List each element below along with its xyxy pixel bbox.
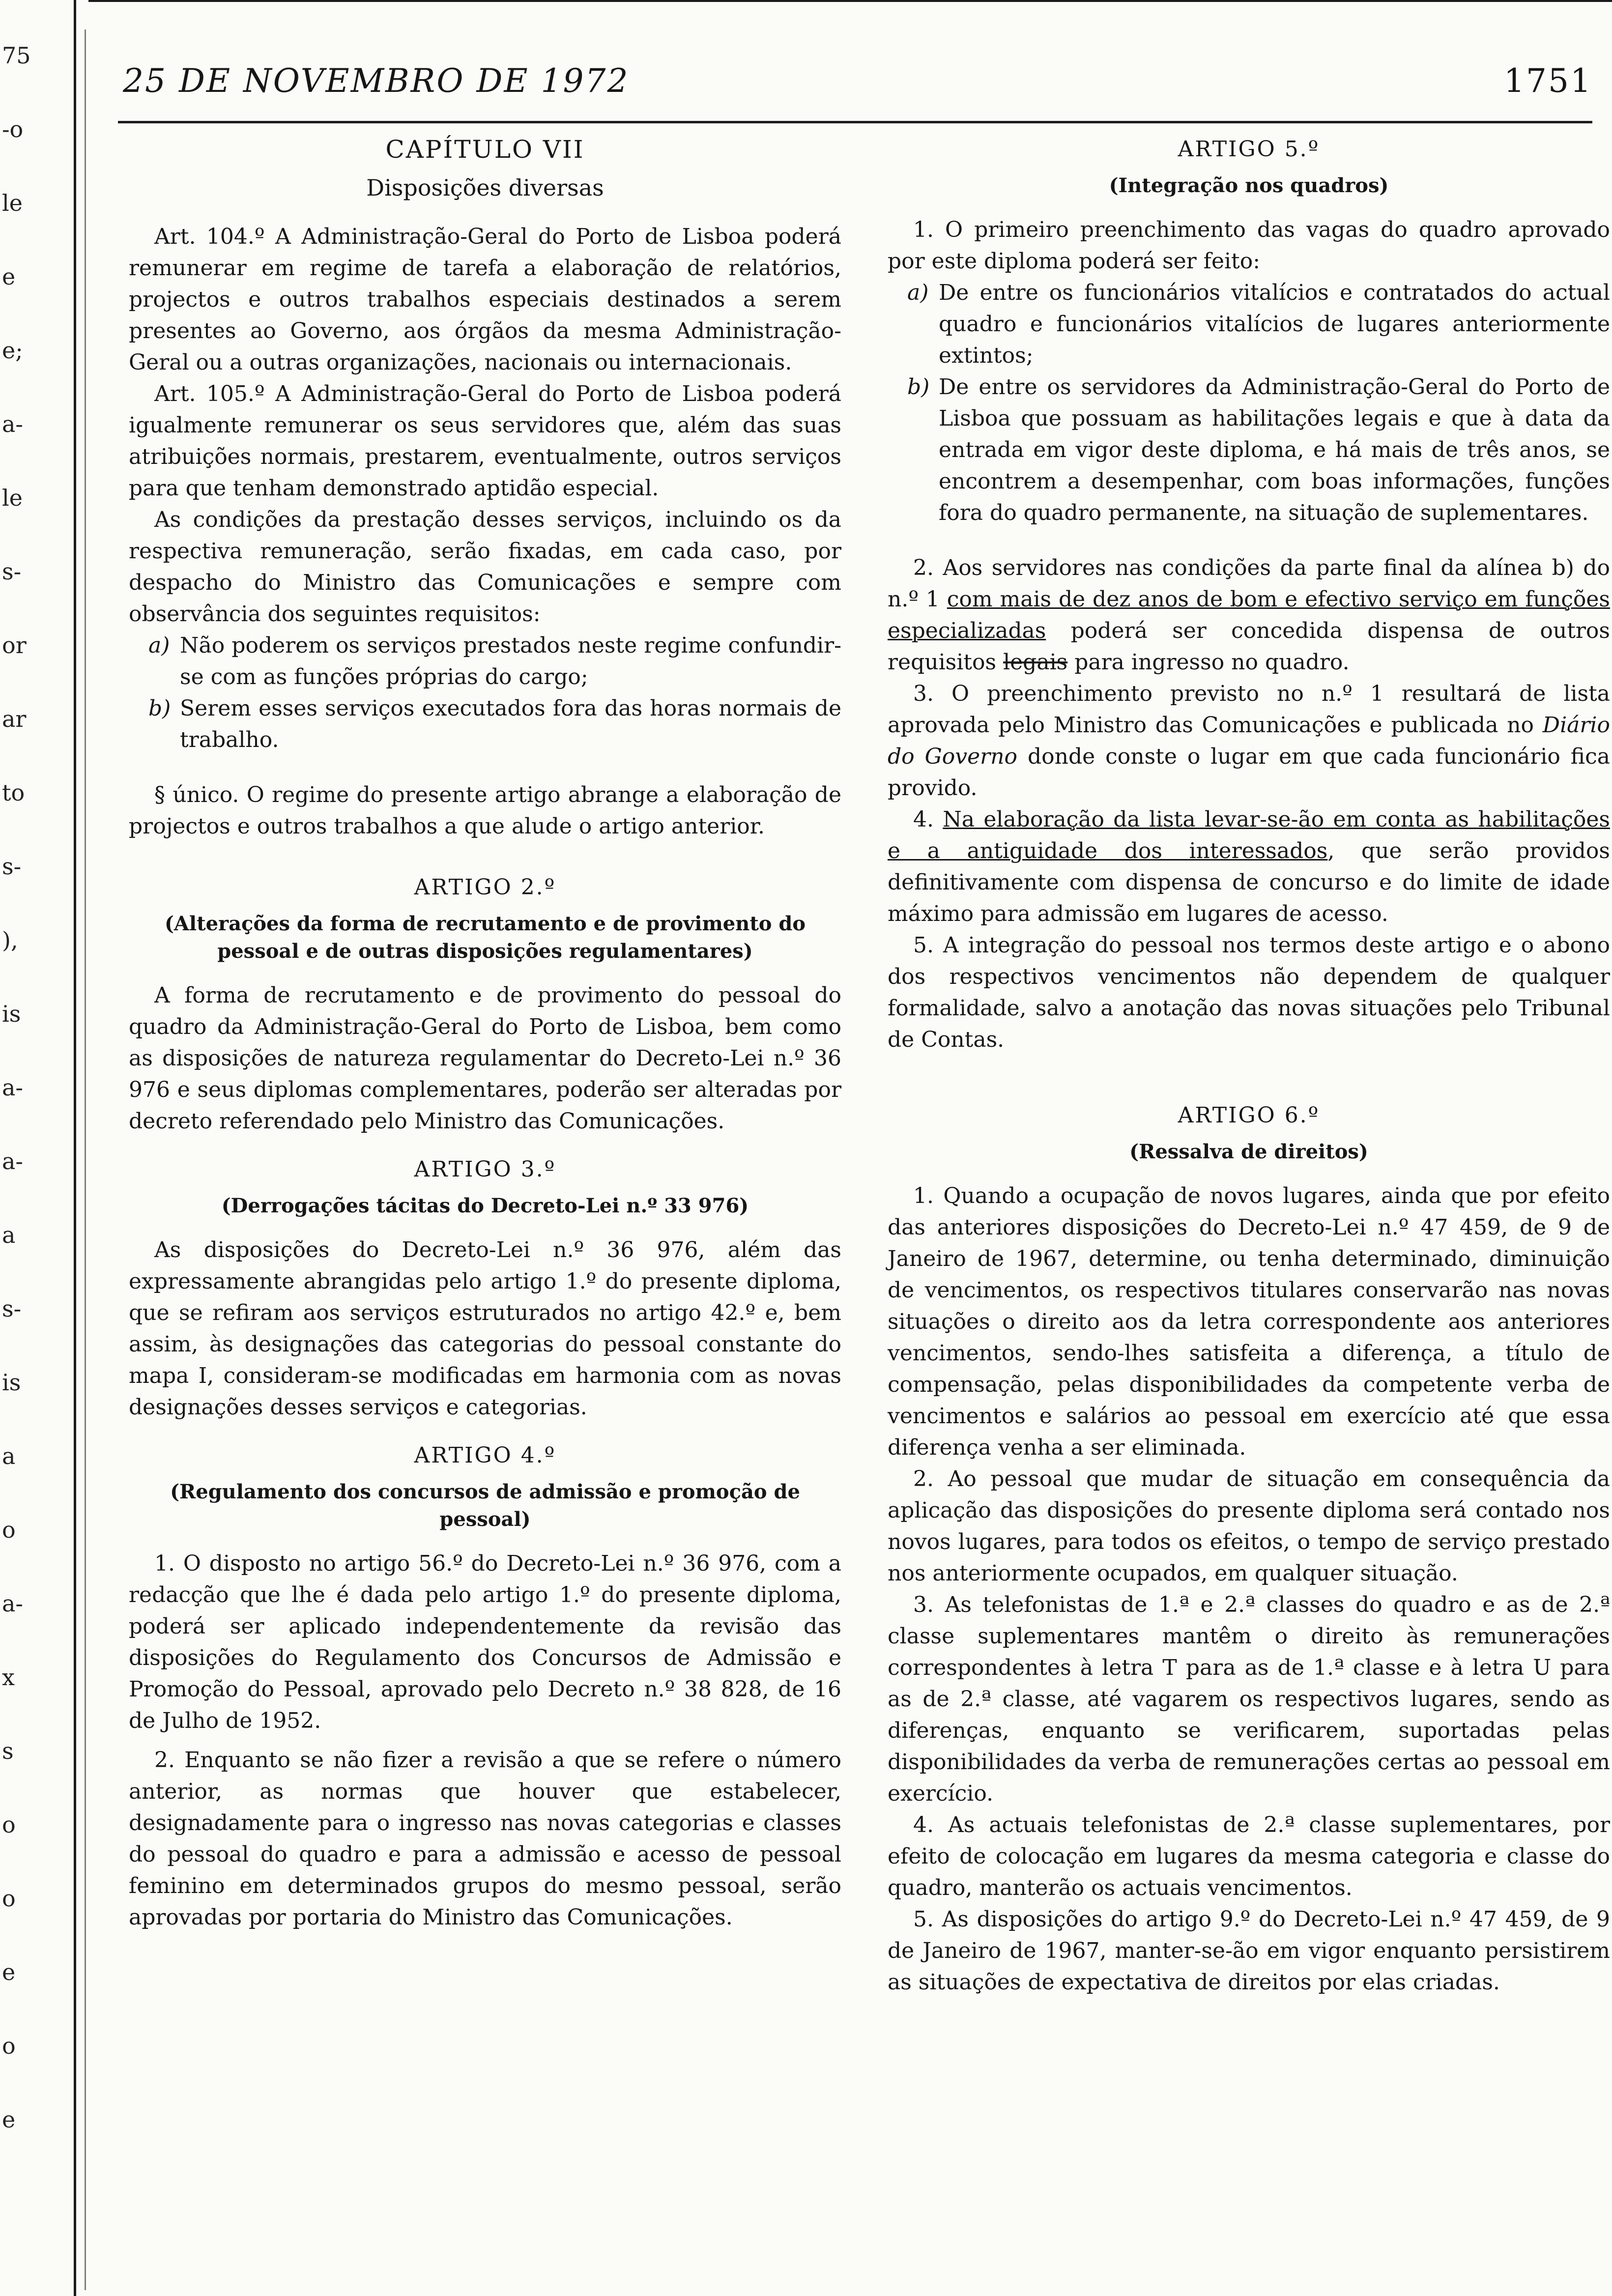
margin-fragment: to [2,779,25,806]
margin-fragment: a- [2,411,23,437]
margin-fragment: o [2,2033,16,2059]
header-rule [118,121,1592,123]
margin-fragment: a- [2,1074,23,1101]
margin-fragment: is [2,1369,21,1396]
item-a-label: a) [907,280,929,305]
art105-label: Art. 105.º [154,381,265,406]
artigo4-paragraph-1: 1. O disposto no artigo 56.º do Decreto-Lei n.º 36 976, com a redacção que lhe é dada pelo artigo 1.º do presente diploma, poderá ser aplicado independentemente da revisão das disposições do Regulamento dos Concursos de Admissão e Promoção do Pessoal, aprovado pelo Decreto n.º 38 828, de 16 de Julho de 1952. [129,1551,841,1733]
artigo4-subtitle: (Regulamento dos concursos de admissão e promoção de pessoal) [170,1480,800,1531]
chapter-title: CAPÍTULO VII [385,135,585,164]
artigo5-item-a [907,277,1610,372]
margin-fragment: s- [2,853,22,880]
art104-paragraph [129,221,841,378]
header-date: 25 DE NOVEMBRO DE 1972 [123,62,630,100]
artigo6-paragraph-5: 5. As disposições do artigo 9.º do Decreto-Lei n.º 47 459, de 9 de Janeiro de 1967, manter-se-ão em vigor enquanto persistirem as situações de expectativa de direitos por elas criadas. [888,1907,1610,1995]
margin-fragment: s [2,1738,14,1764]
right-column [888,129,1610,1998]
page-header [123,58,1592,107]
art105-paragraph [129,378,841,504]
artigo3-heading: ARTIGO 3.º [414,1157,556,1182]
margin-fragment: o [2,1811,16,1838]
artigo5-item-b [907,372,1610,529]
struck-word: legais [1003,650,1068,675]
artigo5-paragraph-3: 3. O preenchimento previsto no n.º 1 resultará de lista aprovada pelo Ministro das Comunicações e publicada no Diário do Governo donde conste o lugar em que cada funcionário fica provido. [888,681,1610,801]
artigo2-text: A forma de recrutamento e de provimento do pessoal do quadro da Administração-Geral do Porto de Lisboa, bem como as disposições de natureza regulamentar do Decreto-Lei n.º 36 976 e seus diplomas complementares, poderão ser alteradas por decreto referendado pelo Ministro das Comunicações. [129,983,841,1134]
artigo4-paragraph-2: 2. Enquanto se não fizer a revisão a que se refere o número anterior, as normas que houver que estabelecer, designadamente para o ingresso nas novas categorias e classes do pessoal do quadro e para a admissão e acesso de pessoal feminino em determinados grupos do mesmo pessoal, serão aprovadas por portaria do Ministro das Comunicações. [129,1748,841,1930]
art105-text: A Administração-Geral do Porto de Lisboa poderá igualmente remunerar os seus servidores que, além das suas atribuições normais, prestarem, eventualmente, outros serviços para que tenham demonstrado aptidão especial. [129,381,841,501]
artigo2-subtitle: (Alterações da forma de recrutamento e de provimento do pessoal e de outras disposições regulamentares) [164,912,806,963]
margin-fragment: e; [2,337,23,364]
margin-fragment: 75 [2,42,31,69]
margin-fragment: ), [2,927,18,953]
artigo6-paragraph-3: 3. As telefonistas de 1.ª e 2.ª classes do quadro e as de 2.ª classe suplementares mantêm o direito às remunerações correspondentes à letra T para as de 1.ª classe e à letra U para as de 2.ª classe, até vagarem os respectivos lugares, sendo as diferenças, enquanto se verificarem, suportadas pelas disponibilidades da verba de remunerações certas ao pessoal em exercício. [888,1592,1610,1806]
margin-fragment: ar [2,706,27,732]
item-a-text: De entre os funcionários vitalícios e contratados do actual quadro e funcionários vitalícios de lugares anteriormente extintos; [939,280,1610,368]
artigo3-subtitle: (Derrogações tácitas do Decreto-Lei n.º 33 976) [221,1194,749,1217]
artigo5-paragraph-1: 1. O primeiro preenchimento das vagas do quadro aprovado por este diploma poderá ser feito: [888,217,1610,274]
margin-fragment: s- [2,558,22,585]
page-number: 1751 [1504,62,1592,100]
artigo5-paragraph-2: 2. Aos servidores nas condições da parte final da alínea b) do n.º 1 com mais de dez anos de bom e efectivo serviço em funções especializadas poderá ser concedida dispensa de outros requisitos legais para ingresso no quadro. [888,555,1610,675]
margin-fragment: e [2,1959,16,1985]
item-a-text: Não poderem os serviços prestados neste regime confundir-se com as funções próprias do cargo; [180,633,841,689]
art105-item-a [148,630,841,693]
underlined-handwritten: Na elaboração da lista levar-se-ão em conta as habilitações e a antiguidade dos interessados [888,807,1610,863]
margin-fragment: e [2,263,16,290]
item-b-label: b) [148,696,171,721]
margin-fragment: -o [2,116,24,143]
art104-text: A Administração-Geral do Porto de Lisboa poderá remunerar em regime de tarefa a elaboração de relatórios, projectos e outros trabalhos especiais destinados a serem presentes ao Governo, aos órgãos da mesma Administração-Geral ou a outras organizações, nacionais ou internacionais. [129,224,841,375]
art105-item-b [148,693,841,756]
artigo5-heading: ARTIGO 5.º [1178,137,1320,162]
chapter-subtitle: Disposições diversas [366,174,604,201]
artigo5-subtitle: (Integração nos quadros) [1109,174,1389,197]
margin-fragment: o [2,1517,16,1543]
artigo6-paragraph-1: 1. Quando a ocupação de novos lugares, ainda que por efeito das anteriores disposições do Decreto-Lei n.º 47 459, de 9 de Janeiro de 1967, determine, ou tenha determinado, diminuição de vencimentos, os respectivos titulares conservarão nas novas situações o direito aos da letra correspondente aos anteriores vencimentos, sendo-lhes satisfeita a diferença, a título de compensação, pelas disponibilidades da competente verba de vencimentos e salários ao pessoal em exercício até que essa diferença venha a ser eliminada. [888,1183,1610,1460]
binding-edge-line [74,0,76,2296]
underlined-handwritten: com mais de dez anos de bom e efectivo serviço em funções especializadas [888,587,1610,643]
margin-fragment: a- [2,1590,23,1617]
margin-fragment: is [2,1001,21,1027]
margin-fragment: x [2,1664,15,1691]
art105-single-paragraph: § único. O regime do presente artigo abrange a elaboração de projectos e outros trabalhos a que alude o artigo anterior. [129,782,841,839]
item-b-text: De entre os servidores da Administração-Geral do Porto de Lisboa que possuam as habilitações legais e que à data da entrada em vigor deste diploma, e há mais de três anos, se encontrem a desempenhar, com boas informações, funções fora do quadro permanente, na situação de suplementares. [939,374,1610,525]
margin-fragment: a [2,1443,16,1469]
journal-name: Diário do Governo [888,713,1610,769]
margin-fragment: a [2,1222,16,1248]
item-a-label: a) [148,633,170,658]
top-border-line [88,0,1612,2]
item-b-text: Serem esses serviços executados fora das horas normais de trabalho. [180,696,841,752]
left-column [129,129,841,1933]
artigo3-text: As disposições do Decreto-Lei n.º 36 976, além das expressamente abrangidas pelo artigo 1.º do presente diploma, que se refiram aos serviços estruturados no artigo 42.º e, bem assim, às designações das categorias do pessoal constante do mapa I, consideram-se modificadas em harmonia com as novas designações desses serviços e categorias. [129,1237,841,1420]
art105-conditions: As condições da prestação desses serviços, incluindo os da respectiva remuneração, serão fixadas, em cada caso, por despacho do Ministro das Comunicações e sempre com observância dos seguintes requisitos: [129,507,841,627]
artigo5-paragraph-4: 4. Na elaboração da lista levar-se-ão em conta as habilitações e a antiguidade dos interessados, que serão providos definitivamente com dispensa de concurso e do limite de idade máximo para admissão em lugares de acesso. [888,807,1610,926]
art104-label: Art. 104.º [154,224,265,249]
margin-fragment: o [2,1885,16,1912]
artigo6-paragraph-2: 2. Ao pessoal que mudar de situação em consequência da aplicação das disposições do presente diploma será contado nos novos lugares, para todos os efeitos, o tempo de serviço prestado nos anteriormente ocupados, em qualquer situação. [888,1466,1610,1586]
margin-fragment: e [2,2106,16,2133]
artigo2-heading: ARTIGO 2.º [414,875,556,900]
margin-fragment: le [2,190,23,216]
artigo5-paragraph-5: 5. A integração do pessoal nos termos deste artigo e o abono dos respectivos vencimentos não dependem de qualquer formalidade, salvo a anotação das novas situações pelo Tribunal de Contas. [888,933,1610,1052]
binding-edge-line-inner [85,29,86,2290]
margin-fragment: a- [2,1148,23,1175]
margin-fragment: s- [2,1295,22,1322]
artigo6-heading: ARTIGO 6.º [1178,1103,1320,1128]
artigo6-subtitle: (Ressalva de direitos) [1129,1140,1368,1163]
margin-fragment: le [2,485,23,511]
artigo6-paragraph-4: 4. As actuais telefonistas de 2.ª classe suplementares, por efeito de colocação em lugares da mesma categoria e classe do quadro, manterão os actuais vencimentos. [888,1812,1610,1900]
item-b-label: b) [907,374,930,400]
margin-fragment: or [2,632,27,659]
artigo4-heading: ARTIGO 4.º [414,1443,556,1468]
